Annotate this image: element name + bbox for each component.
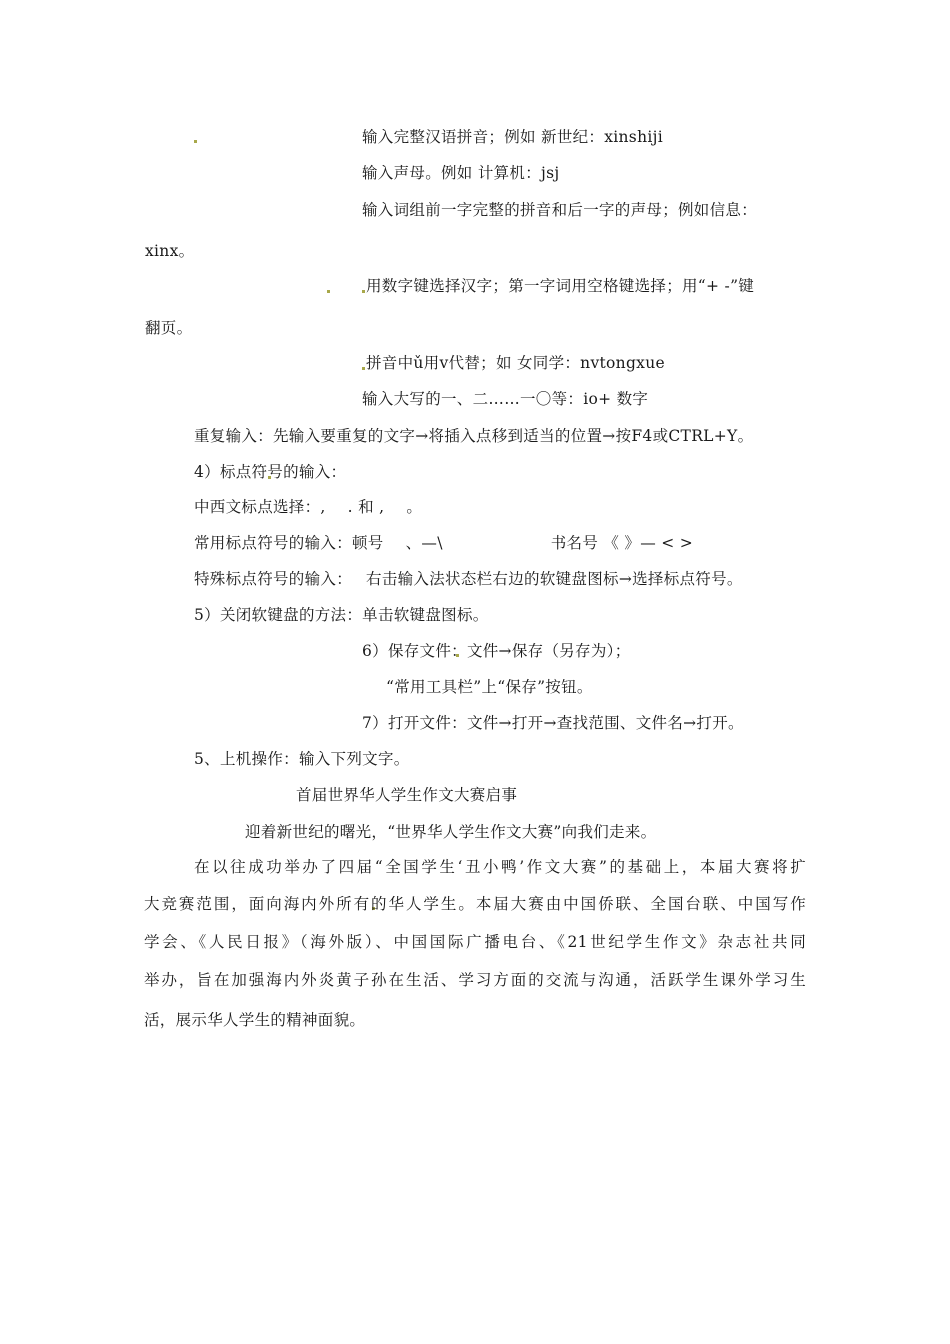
pinyin-full-line: 输入完整汉语拼音；例如 新世纪：xinshiji bbox=[362, 128, 663, 146]
cn-en-punct-line bbox=[194, 497, 422, 517]
save-file-line: 6）保存文件：文件→保存（另存为）； bbox=[362, 642, 631, 660]
open-file-line: 7）打开文件：文件→打开→查找范围、文件名→打开。 bbox=[362, 714, 744, 732]
close-softkb-line: 5）关闭软键盘的方法：单击软键盘图标。 bbox=[194, 606, 489, 624]
umlaut-v-line: 拼音中ǔ用v代替；如 女同学：nvtongxue bbox=[366, 354, 665, 372]
notice-title: 首届世界华人学生作文大赛启事 bbox=[296, 786, 518, 804]
repeat-input-line: 重复输入：先输入要重复的文字→将插入点移到适当的位置→按F4或CTRL+Y。 bbox=[194, 427, 754, 445]
notice-body-line-4: 举办，旨在加强海内外炎黄子孙在生活、学习方面的交流与沟通，活跃学生课外学习生 bbox=[144, 971, 806, 989]
notice-body-line-3: 学会、《人民日报》（海外版）、中国国际广播电台、《21世纪学生作文》杂志社共同 bbox=[144, 933, 806, 951]
notice-body-line-2: 大竞赛范围，面向海内外所有的华人学生。本届大赛由中国侨联、全国台联、中国写作 bbox=[144, 895, 806, 913]
pinyin-initial-line: 输入声母。例如 计算机：jsj bbox=[362, 164, 560, 182]
marker-dot bbox=[194, 140, 197, 143]
upper-numerals-line: 输入大写的一、二……一〇等：io+ 数字 bbox=[362, 390, 649, 408]
digit-select-line: 用数字键选择汉字；第一字词用空格键选择；用“+ -”键 bbox=[366, 277, 755, 295]
digit-select-continued: 翻页。 bbox=[145, 319, 193, 337]
special-punct-desc: 右击输入法状态栏右边的软键盘图标→选择标点符号。 bbox=[366, 570, 743, 588]
cn-en-punct-label: 中西文标点选择：, bbox=[194, 498, 326, 516]
pinyin-mixed-line: 输入词组前一字完整的拼音和后一字的声母；例如信息： bbox=[362, 201, 758, 219]
common-punct-book: 书名号 《 》— < > bbox=[550, 534, 694, 552]
special-punct-label: 特殊标点符号的输入： bbox=[194, 570, 353, 588]
practice-line: 5、上机操作：输入下列文字。 bbox=[194, 750, 410, 768]
marker-dot bbox=[362, 290, 365, 293]
notice-intro: 迎着新世纪的曙光，“世界华人学生作文大赛”向我们走来。 bbox=[245, 823, 657, 841]
common-punct-line bbox=[194, 533, 693, 553]
common-punct-label: 常用标点符号的输入：顿号 bbox=[194, 534, 384, 552]
marker-dot bbox=[327, 290, 330, 293]
special-punct-line bbox=[194, 569, 743, 589]
marker-dot bbox=[362, 367, 365, 370]
pinyin-mixed-continued: xinx。 bbox=[145, 242, 195, 260]
cn-en-punct-mid: . 和 , bbox=[347, 498, 385, 516]
cn-en-punct-end: 。 bbox=[406, 498, 423, 516]
common-punct-dun: 、—\ bbox=[405, 534, 443, 552]
notice-body-line-5: 活，展示华人学生的精神面貌。 bbox=[144, 1011, 366, 1029]
notice-body-line-1: 在以往成功举办了四届“全国学生‘丑小鸭’作文大赛”的基础上，本届大赛将扩 bbox=[194, 858, 806, 876]
punct-heading: 4）标点符号的输入： bbox=[194, 463, 347, 481]
save-toolbar-line: “常用工具栏”上“保存”按钮。 bbox=[386, 678, 593, 696]
